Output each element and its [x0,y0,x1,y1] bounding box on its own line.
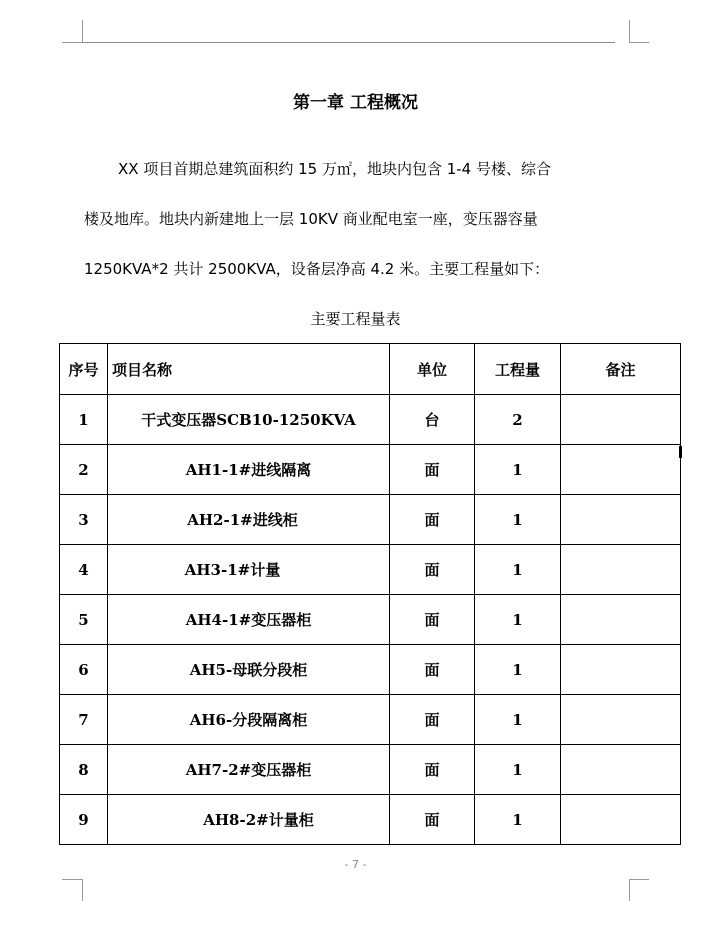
header-index: 序号 [60,344,108,395]
crop-mark-bottom-right-v [629,879,630,901]
cell-quantity: 1 [475,795,561,845]
cell-remarks [561,795,681,845]
crop-mark-bottom-right-h [629,879,649,880]
cell-item-name: AH8-2#计量柜 [108,795,390,845]
cell-unit: 台 [390,395,475,445]
cell-unit: 面 [390,645,475,695]
table-row [60,445,681,495]
table-row [60,695,681,745]
cell-unit: 面 [390,495,475,545]
table-row [60,645,681,695]
cell-item-name: AH7-2#变压器柜 [108,745,390,795]
cell-quantity: 1 [475,495,561,545]
header-remarks: 备注 [561,344,681,395]
header-item-name: 项目名称 [108,344,390,395]
crop-mark-bottom-left-v [82,879,83,901]
header-rule [82,42,615,43]
cell-item-name: 干式变压器SCB10-1250KVA [108,395,390,445]
cell-remarks [561,645,681,695]
cell-index: 2 [60,445,108,495]
cell-unit: 面 [390,695,475,745]
cell-remarks [561,595,681,645]
cell-index: 7 [60,695,108,745]
cell-index: 4 [60,545,108,595]
cell-item-name: AH1-1#进线隔离 [108,445,390,495]
cell-quantity: 1 [475,745,561,795]
page-number: - 7 - [344,858,367,871]
table-row [60,495,681,545]
cell-index: 3 [60,495,108,545]
paragraph-line-3: 1250KVA*2 共计 2500KVA，设备层净高 4.2 米。主要工程量如下： [84,260,550,278]
cell-unit: 面 [390,795,475,845]
table-row [60,595,681,645]
cell-index: 8 [60,745,108,795]
cell-index: 9 [60,795,108,845]
cell-index: 6 [60,645,108,695]
crop-mark-top-right-h [629,42,649,43]
table-row [60,745,681,795]
table-header-row [60,344,681,395]
paragraph-line-1: XX 项目首期总建筑面积约 15 万㎡，地块内包含 1-4 号楼、综合 [118,160,551,178]
cell-index: 1 [60,395,108,445]
cell-unit: 面 [390,595,475,645]
paragraph-line-2: 楼及地库。地块内新建地上一层 10KV 商业配电室一座，变压器容量 [84,210,538,228]
cell-item-name: AH2-1#进线柜 [108,495,390,545]
cell-item-name: AH4-1#变压器柜 [108,595,390,645]
cell-remarks [561,495,681,545]
cell-remarks [561,445,681,495]
cell-quantity: 2 [475,395,561,445]
header-unit: 单位 [390,344,475,395]
cell-quantity: 1 [475,545,561,595]
cell-quantity: 1 [475,695,561,745]
cell-unit: 面 [390,745,475,795]
table-row [60,545,681,595]
header-quantity: 工程量 [475,344,561,395]
cell-quantity: 1 [475,595,561,645]
cell-unit: 面 [390,545,475,595]
cell-remarks [561,395,681,445]
cell-quantity: 1 [475,445,561,495]
table-row [60,795,681,845]
cell-remarks [561,545,681,595]
cell-unit: 面 [390,445,475,495]
crop-mark-bottom-left-h [62,879,82,880]
quantities-table [59,343,681,845]
cell-item-name: AH3-1#计量 [108,545,390,595]
table-caption: 主要工程量表 [310,310,401,328]
chapter-title: 第一章 工程概况 [293,93,418,113]
crop-mark-top-left-h [62,42,82,43]
cell-item-name: AH6-分段隔离柜 [108,695,390,745]
text-cursor-mark [679,446,682,458]
cell-remarks [561,745,681,795]
cell-item-name: AH5-母联分段柜 [108,645,390,695]
crop-mark-top-left-v [82,20,83,42]
cell-quantity: 1 [475,645,561,695]
table-row [60,395,681,445]
cell-index: 5 [60,595,108,645]
crop-mark-top-right-v [629,20,630,42]
cell-remarks [561,695,681,745]
